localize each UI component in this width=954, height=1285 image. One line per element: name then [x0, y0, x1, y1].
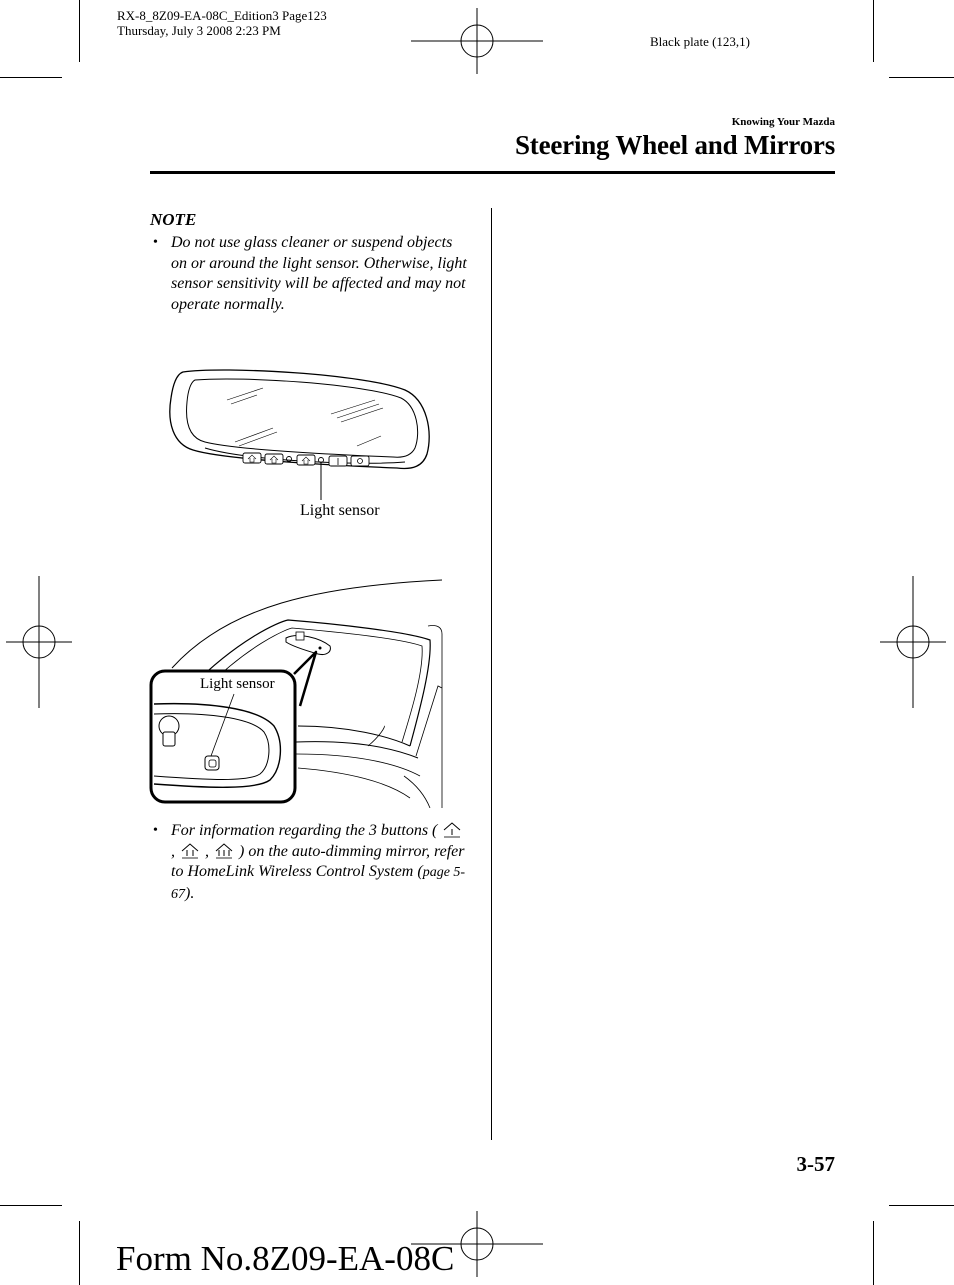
- black-plate-label: Black plate (123,1): [650, 34, 750, 49]
- print-meta-date: Thursday, July 3 2008 2:23 PM: [117, 23, 281, 38]
- registration-mark-icon: [6, 576, 72, 708]
- note-bullet-2: [153, 821, 471, 905]
- note-bullet-2-end: ).: [185, 884, 195, 902]
- registration-mark-icon: [880, 576, 946, 708]
- windshield-sensor-illustration: [148, 576, 444, 808]
- note-bullet-1: [153, 233, 471, 315]
- bullet-dot: •: [153, 823, 158, 838]
- bullet-dot: •: [153, 235, 158, 250]
- section-label: Knowing Your Mazda: [731, 116, 835, 128]
- column-divider: [491, 208, 492, 1140]
- homelink-page-link[interactable]: page 5-67: [171, 865, 466, 902]
- page-title: Steering Wheel and Mirrors: [514, 130, 835, 160]
- auto-dimming-mirror-illustration: [165, 362, 435, 507]
- homelink-button-1-icon: [441, 822, 463, 838]
- form-number: Form No.8Z09-EA-08C: [116, 1239, 455, 1278]
- page-number: 3-57: [796, 1152, 835, 1176]
- windshield-light-sensor-label: Light sensor: [200, 676, 275, 692]
- mirror-light-sensor-label: Light sensor: [300, 502, 380, 519]
- title-rule: [150, 171, 835, 174]
- bullet-separator: ,: [205, 842, 209, 860]
- note-bullet-1-text: Do not use glass cleaner or suspend objects on or around the light sensor. Otherwise, light sensor sensitivity will be affected and may not operate normally.: [171, 234, 467, 313]
- print-meta-file: RX-8_8Z09-EA-08C_Edition3 Page123: [117, 8, 327, 23]
- note-bullet-2-intro: For information regarding the 3 buttons (: [171, 822, 438, 839]
- bullet-separator: ,: [171, 842, 175, 860]
- homelink-button-2-icon: [179, 843, 201, 859]
- registration-mark-icon: [411, 8, 543, 74]
- note-heading: NOTE: [150, 210, 197, 229]
- homelink-button-3-icon: [213, 843, 235, 859]
- note-bullet-2-text: ) on the auto-dimming mirror, refer to HomeLink Wireless Control System (: [171, 842, 465, 880]
